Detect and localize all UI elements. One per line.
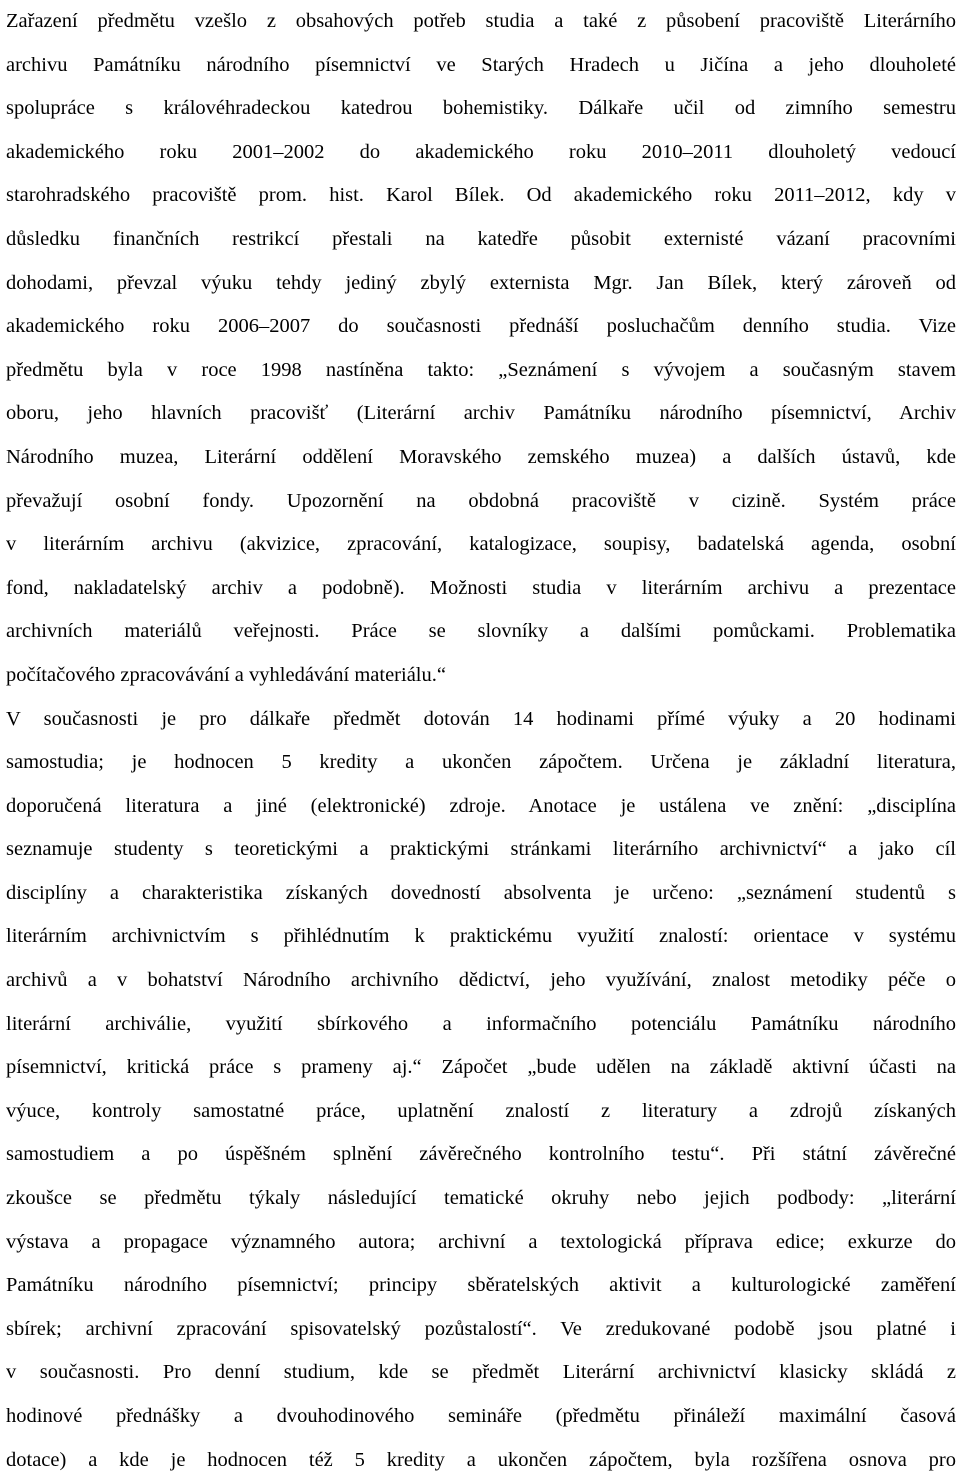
text-line: spolupráce s královéhradeckou katedrou bohemistiky. Dálkaře učil od zimního semestru — [6, 97, 956, 120]
text-line: výuce, kontroly samostatné práce, uplatnění znalostí z literatury a zdrojů získaných — [6, 1099, 956, 1122]
text-line: literární archiválie, využití sbírkového a informačního potenciálu Památníku národního — [6, 1012, 956, 1035]
text-line: písemnictví, kritická práce s prameny aj.“ Zápočet „bude udělen na základě aktivní účasti na — [6, 1056, 956, 1079]
text-line: počítačového zpracovávání a vyhledávání materiálu.“ — [6, 663, 446, 686]
text-line: doporučená literatura a jiné (elektronické) zdroje. Anotace je ustálena ve znění: „disciplína — [6, 794, 956, 817]
text-line: fond, nakladatelský archiv a podobně). Možnosti studia v literárním archivu a prezentace — [6, 576, 956, 599]
text-line: hodinové přednášky a dvouhodinového semináře (předmětu přináleží maximální časová — [6, 1405, 956, 1427]
text-line: převažují osobní fondy. Upozornění na obdobná pracoviště v cizině. Systém práce — [6, 489, 956, 512]
text-line: samostudiem a po úspěšném splnění závěrečného kontrolního testu“. Při státní závěrečné — [6, 1143, 956, 1166]
document-body-text — [6, 0, 956, 1482]
text-line: starohradského pracoviště prom. hist. Karol Bílek. Od akademického roku 2011–2012, kdy v — [6, 184, 956, 207]
text-line: dohodami, převzal výuku tehdy jediný zbylý externista Mgr. Jan Bílek, který zároveň od — [6, 271, 956, 294]
text-line: oboru, jeho hlavních pracovišť (Literární archiv Památníku národního písemnictví, Archiv — [6, 402, 956, 425]
text-line: samostudia; je hodnocen 5 kredity a ukončen zápočtem. Určena je základní literatura, — [6, 751, 956, 774]
text-line: archivů a v bohatství Národního archivního dědictví, jeho využívání, znalost metodiky péče o — [6, 969, 956, 992]
text-line: dotace) a kde je hodnocen též 5 kredity a ukončen zápočtem, byla rozšířena osnova pro — [6, 1448, 956, 1471]
text-line: disciplíny a charakteristika získaných dovedností absolventa je určeno: „seznámení studentů s — [6, 881, 956, 904]
text-line: archivu Památníku národního písemnictví ve Starých Hradech u Jičína a jeho dlouholeté — [6, 53, 956, 76]
text-line: výstava a propagace významného autora; archivní a textologická příprava edice; exkurze do — [6, 1230, 956, 1253]
text-line: seznamuje studenty s teoretickými a praktickými stránkami literárního archivnictví“ a jako cíl — [6, 838, 956, 861]
text-line: Zařazení předmětu vzešlo z obsahových potřeb studia a také z působení pracoviště Literárního — [6, 10, 956, 32]
text-line: archivních materiálů veřejnosti. Práce se slovníky a dalšími pomůckami. Problematika — [6, 620, 956, 643]
text-line: zkoušce se předmětu týkaly následující tematické okruhy nebo jejich podbody: „literární — [6, 1187, 956, 1210]
text-line: akademického roku 2006–2007 do současnosti přednáší posluchačům denního studia. Vize — [6, 315, 956, 338]
text-line: literárním archivnictvím s přihlédnutím k praktickému využití znalostí: orientace v systému — [6, 925, 956, 948]
text-line: Památníku národního písemnictví; principy sběratelských aktivit a kulturologické zaměření — [6, 1274, 956, 1297]
text-line: akademického roku 2001–2002 do akademického roku 2010–2011 dlouholetý vedoucí — [6, 140, 956, 163]
text-line: důsledku finančních restrikcí přestali na katedře působit externisté vázaní pracovními — [6, 227, 956, 250]
text-line: sbírek; archivní zpracování spisovatelský pozůstalostí“. Ve zredukované podobě jsou platné i — [6, 1317, 956, 1340]
text-line: předmětu byla v roce 1998 nastíněna takto: „Seznámení s vývojem a současným stavem — [6, 358, 956, 381]
text-line: v literárním archivu (akvizice, zpracování, katalogizace, soupisy, badatelská agenda, osobní — [6, 533, 956, 556]
text-line: Národního muzea, Literární oddělení Moravského zemského muzea) a dalších ústavů, kde — [6, 445, 956, 468]
text-line: V současnosti je pro dálkaře předmět dotován 14 hodinami přímé výuky a 20 hodinami — [6, 707, 956, 730]
document-page — [6, 0, 956, 1482]
text-line: v současnosti. Pro denní studium, kde se předmět Literární archivnictví klasicky skládá z — [6, 1361, 956, 1384]
